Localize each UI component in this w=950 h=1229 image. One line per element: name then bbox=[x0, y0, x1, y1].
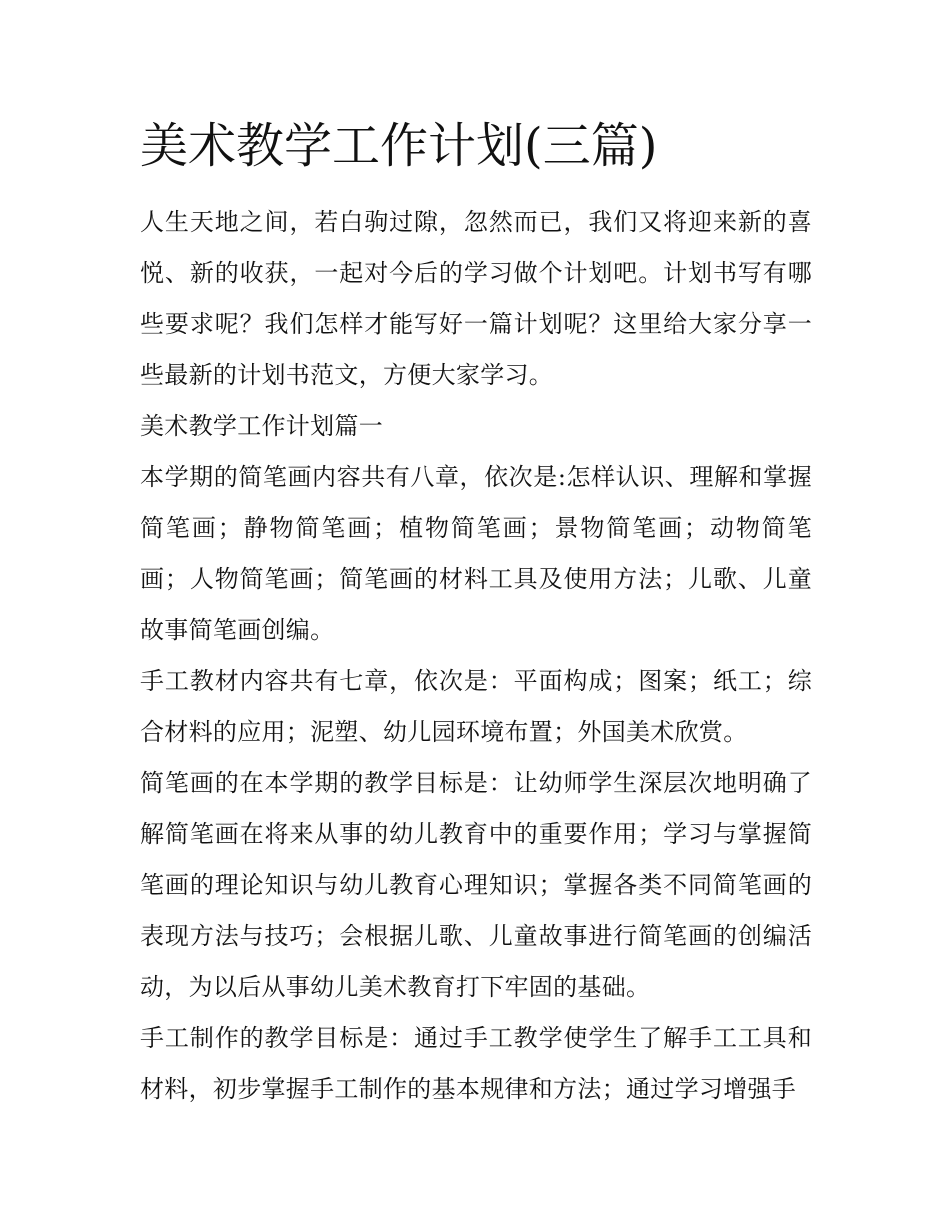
content-paragraph: 本学期的简笔画内容共有八章，依次是:怎样认识、理解和掌握简笔画；静物简笔画；植物简笔画；景物简笔画；动物简笔画；人物简笔画；简笔画的材料工具及使用方法；儿歌、儿童故事简笔画创编。 bbox=[140, 463, 812, 644]
intro-paragraph: 人生天地之间，若白驹过隙，忽然而已，我们又将迎来新的喜悦、新的收获，一起对今后的学习做个计划吧。计划书写有哪些要求呢？我们怎样才能写好一篇计划呢？这里给大家分享一些最新的计划书范文，方便大家学习。 bbox=[140, 208, 812, 389]
document-body bbox=[140, 197, 812, 1115]
document-title: 美术教学工作计划(三篇) bbox=[140, 118, 658, 174]
content-paragraph: 手工制作的教学目标是：通过手工教学使学生了解手工工具和材料，初步掌握手工制作的基本规律和方法；通过学习增强手 bbox=[140, 1024, 812, 1103]
content-paragraph: 简笔画的在本学期的教学目标是：让幼师学生深层次地明确了解简笔画在将来从事的幼儿教育中的重要作用；学习与掌握简笔画的理论知识与幼儿教育心理知识；掌握各类不同简笔画的表现方法与技巧；会根据儿歌、儿童故事进行简笔画的创编活动，为以后从事幼儿美术教育打下牢固的基础。 bbox=[140, 769, 812, 1001]
content-paragraph: 手工教材内容共有七章，依次是：平面构成；图案；纸工；综合材料的应用；泥塑、幼儿园环境布置；外国美术欣赏。 bbox=[140, 667, 812, 746]
section-heading: 美术教学工作计划篇一 bbox=[140, 412, 383, 440]
